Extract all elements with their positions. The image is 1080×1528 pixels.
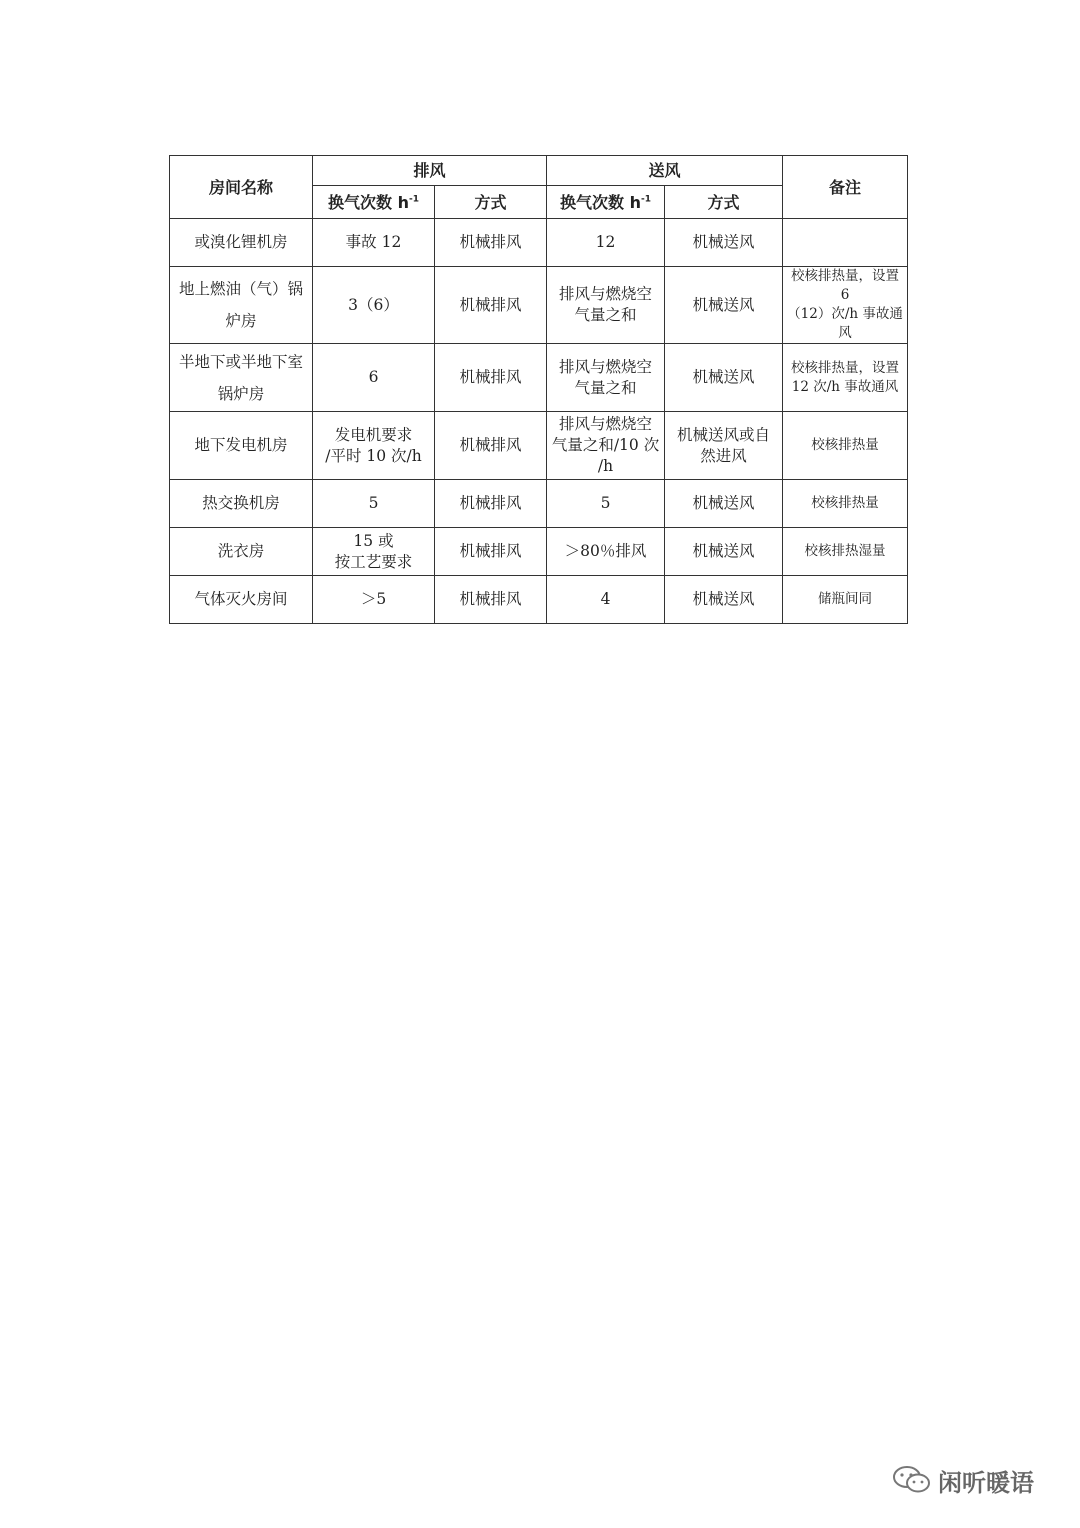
table-row bbox=[170, 528, 908, 576]
cell-line: 机械排风 bbox=[459, 233, 522, 251]
cell-line: 地下发电机房 bbox=[194, 436, 288, 454]
cell-line: 储瓶间同 bbox=[818, 591, 873, 607]
cell-line: 排风与燃烧空 bbox=[559, 415, 653, 433]
cell-line: 校核排热量，设置 bbox=[791, 359, 900, 376]
cell-line: 机械送风 bbox=[692, 368, 755, 386]
cell-line: 校核排热湿量 bbox=[804, 543, 886, 559]
table-row bbox=[170, 412, 908, 480]
supply-method-cell bbox=[665, 219, 783, 267]
room-name-cell bbox=[170, 219, 313, 267]
exhaust-method-cell bbox=[435, 412, 547, 480]
supply-rate-cell bbox=[547, 267, 665, 344]
cell-line: 校核排热量 bbox=[811, 437, 879, 453]
cell-line: 机械排风 bbox=[459, 295, 522, 314]
header-room-name: 房间名称 bbox=[170, 156, 313, 219]
cell-line: 6 bbox=[368, 368, 379, 386]
cell-line: 风 bbox=[838, 325, 852, 341]
header-supply-rate: 换气次数 $h^{-1}$ bbox=[547, 186, 665, 219]
wechat-icon bbox=[892, 1465, 932, 1495]
header-supply-method: 方式 bbox=[665, 186, 783, 219]
remark-cell bbox=[783, 412, 908, 480]
remark-cell bbox=[783, 219, 908, 267]
room-name-cell bbox=[170, 412, 313, 480]
supply-rate-cell bbox=[547, 576, 665, 624]
cell-line: 机械排风 bbox=[459, 436, 522, 454]
cell-line: 气量之和/10 次 bbox=[551, 436, 660, 454]
exhaust-method-cell bbox=[435, 219, 547, 267]
cell-line: 4 bbox=[600, 590, 611, 608]
cell-line: 机械送风或自 bbox=[677, 425, 771, 444]
exhaust-method-cell bbox=[435, 480, 547, 528]
remark-cell bbox=[783, 344, 908, 412]
header-supply: 送风 bbox=[547, 156, 783, 186]
exhaust-rate-cell bbox=[313, 480, 435, 528]
supply-method-cell bbox=[665, 480, 783, 528]
exhaust-method-cell bbox=[435, 528, 547, 576]
cell-line: 然进风 bbox=[700, 446, 747, 465]
header-remarks: 备注 bbox=[783, 156, 908, 219]
supply-rate-cell bbox=[547, 344, 665, 412]
cell-line: 洗衣房 bbox=[217, 542, 265, 560]
cell-line: /h bbox=[597, 457, 614, 475]
cell-line: ＞5 bbox=[360, 590, 387, 608]
room-name-cell bbox=[170, 576, 313, 624]
exhaust-rate-cell bbox=[313, 528, 435, 576]
cell-line: 15 或 bbox=[353, 531, 394, 550]
cell-line: 机械排风 bbox=[459, 368, 522, 386]
cell-line: 气体灭火房间 bbox=[194, 590, 288, 608]
cell-line: 校核排热量，设置 6 bbox=[791, 268, 900, 303]
cell-line: 按工艺要求 bbox=[334, 552, 413, 571]
cell-line: 半地下或半地下室 bbox=[178, 352, 303, 371]
cell-line: 机械排风 bbox=[459, 590, 522, 608]
cell-line: 排风与燃烧空 bbox=[559, 357, 653, 376]
room-name-cell bbox=[170, 344, 313, 412]
exhaust-rate-cell bbox=[313, 576, 435, 624]
cell-line: 或溴化锂机房 bbox=[194, 233, 288, 251]
header-exhaust-rate: 换气次数 $h^{-1}$ bbox=[313, 186, 435, 219]
supply-method-cell bbox=[665, 344, 783, 412]
supply-rate-cell bbox=[547, 480, 665, 528]
cell-line: 机械排风 bbox=[459, 542, 522, 560]
room-name-cell bbox=[170, 267, 313, 344]
cell-line: 锅炉房 bbox=[217, 384, 265, 403]
cell-line: 校核排热量 bbox=[811, 495, 879, 511]
table-row bbox=[170, 344, 908, 412]
table-row bbox=[170, 219, 908, 267]
cell-line: 机械送风 bbox=[692, 590, 755, 608]
cell-line: 3（6） bbox=[348, 295, 399, 314]
exhaust-method-cell bbox=[435, 267, 547, 344]
room-name-cell bbox=[170, 528, 313, 576]
watermark-text: 闲听暖语 bbox=[938, 1468, 1034, 1497]
supply-rate-cell bbox=[547, 528, 665, 576]
header-exhaust-method: 方式 bbox=[435, 186, 547, 219]
exhaust-rate-cell bbox=[313, 412, 435, 480]
cell-line: 12 bbox=[595, 233, 616, 251]
cell-line: 气量之和 bbox=[574, 306, 637, 324]
table-row bbox=[170, 480, 908, 528]
cell-line: 气量之和 bbox=[574, 378, 637, 397]
cell-line: 机械送风 bbox=[692, 295, 755, 314]
cell-line: ＞80％排风 bbox=[564, 542, 647, 560]
supply-rate-cell bbox=[547, 412, 665, 480]
cell-line: 事故 12 bbox=[345, 233, 402, 251]
remark-cell bbox=[783, 576, 908, 624]
cell-line: 5 bbox=[600, 494, 611, 512]
exhaust-rate-cell bbox=[313, 344, 435, 412]
supply-method-cell bbox=[665, 576, 783, 624]
cell-line: （12）次/h 事故通 bbox=[787, 306, 903, 322]
cell-line: 炉房 bbox=[225, 312, 257, 330]
remark-cell bbox=[783, 267, 908, 344]
exhaust-method-cell bbox=[435, 576, 547, 624]
remark-cell bbox=[783, 480, 908, 528]
cell-line: 地上燃油（气）锅 bbox=[178, 280, 303, 298]
supply-method-cell bbox=[665, 267, 783, 344]
cell-line: 机械送风 bbox=[692, 542, 755, 560]
watermark bbox=[892, 1462, 1034, 1498]
cell-line: 排风与燃烧空 bbox=[559, 285, 653, 303]
cell-line: 发电机要求 bbox=[334, 425, 413, 444]
cell-line: 热交换机房 bbox=[202, 494, 280, 512]
ventilation-table bbox=[169, 155, 908, 624]
cell-line: 机械排风 bbox=[459, 494, 522, 512]
cell-line: 12 次/h 事故通风 bbox=[791, 378, 899, 395]
exhaust-method-cell bbox=[435, 344, 547, 412]
cell-line: 机械送风 bbox=[692, 494, 755, 512]
exhaust-rate-cell bbox=[313, 219, 435, 267]
cell-line: 5 bbox=[368, 494, 379, 512]
header-exhaust: 排风 bbox=[313, 156, 547, 186]
room-name-cell bbox=[170, 480, 313, 528]
cell-line: 机械送风 bbox=[692, 233, 755, 251]
exhaust-rate-cell bbox=[313, 267, 435, 344]
table-row bbox=[170, 267, 908, 344]
table-row bbox=[170, 576, 908, 624]
supply-method-cell bbox=[665, 528, 783, 576]
supply-method-cell bbox=[665, 412, 783, 480]
remark-cell bbox=[783, 528, 908, 576]
cell-line: /平时 10 次/h bbox=[325, 446, 422, 465]
supply-rate-cell bbox=[547, 219, 665, 267]
